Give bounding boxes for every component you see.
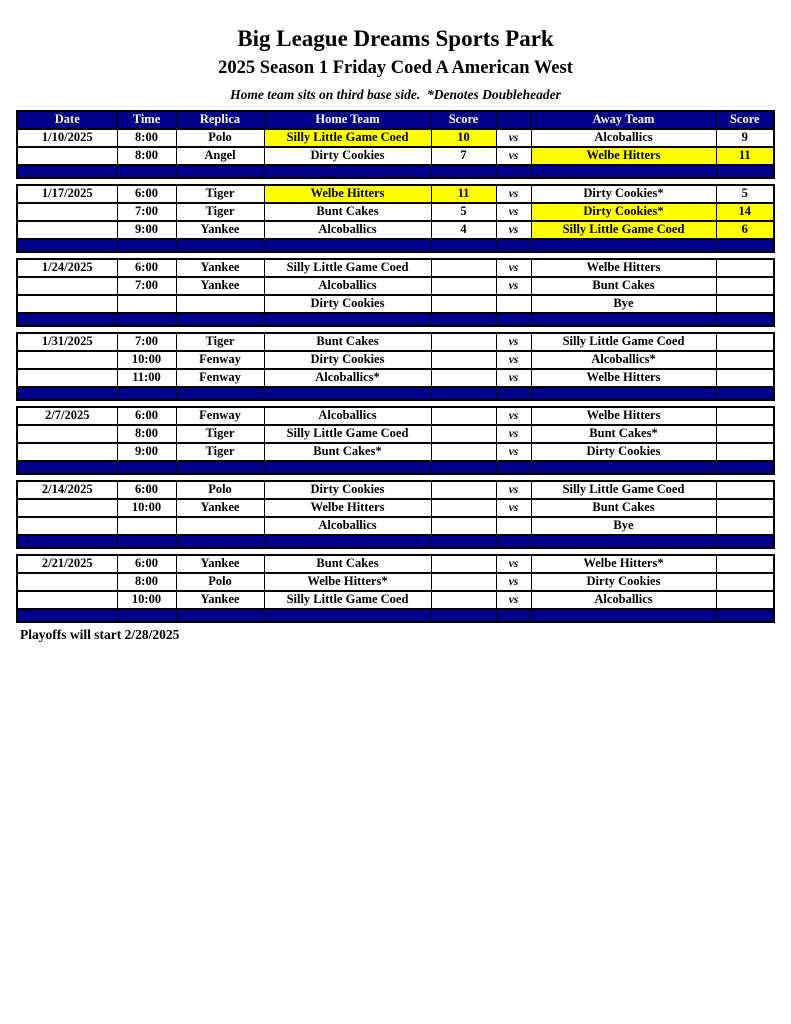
home-score-cell: [431, 517, 496, 535]
separator-cell: [716, 461, 774, 474]
date-cell: [17, 499, 117, 517]
away-score-cell: [716, 295, 774, 313]
schedule-group-table: [16, 258, 775, 327]
schedule-group-table: [16, 110, 775, 179]
away-score-cell: [716, 425, 774, 443]
separator-cell: [531, 535, 716, 548]
game-row: [17, 555, 774, 573]
away-score-cell: [716, 277, 774, 295]
home-score-cell: [431, 351, 496, 369]
home-score-cell: 7: [431, 147, 496, 165]
date-cell: 1/24/2025: [17, 259, 117, 277]
date-cell: 2/21/2025: [17, 555, 117, 573]
separator-row: [17, 313, 774, 326]
date-cell: [17, 351, 117, 369]
home-team-cell: Bunt Cakes: [264, 555, 431, 573]
home-team-cell: Alcoballics: [264, 517, 431, 535]
vs-cell: vs: [496, 277, 531, 295]
replica-cell: Fenway: [176, 351, 264, 369]
away-score-cell: [716, 591, 774, 609]
schedule-group-table: [16, 332, 775, 401]
game-row: [17, 333, 774, 351]
time-cell: 7:00: [117, 277, 176, 295]
separator-cell: [716, 165, 774, 178]
away-team-cell: Bye: [531, 295, 716, 313]
date-cell: [17, 443, 117, 461]
date-cell: [17, 221, 117, 239]
header-cell-home-score: Score: [431, 111, 496, 129]
vs-cell: vs: [496, 573, 531, 591]
separator-cell: [117, 609, 176, 622]
away-team-cell: Welbe Hitters: [531, 147, 716, 165]
replica-cell: Fenway: [176, 407, 264, 425]
replica-cell: Tiger: [176, 425, 264, 443]
separator-row: [17, 609, 774, 622]
away-score-cell: [716, 499, 774, 517]
separator-cell: [176, 461, 264, 474]
home-score-cell: [431, 591, 496, 609]
replica-cell: [176, 295, 264, 313]
replica-cell: Tiger: [176, 443, 264, 461]
separator-cell: [17, 609, 117, 622]
home-team-cell: Silly Little Game Coed: [264, 591, 431, 609]
away-team-cell: Welbe Hitters: [531, 369, 716, 387]
separator-cell: [17, 313, 117, 326]
header-cell-date: Date: [17, 111, 117, 129]
replica-cell: Angel: [176, 147, 264, 165]
game-row: [17, 425, 774, 443]
header-cell-away-team: Away Team: [531, 111, 716, 129]
separator-cell: [176, 165, 264, 178]
separator-cell: [176, 239, 264, 252]
separator-cell: [17, 535, 117, 548]
separator-cell: [176, 609, 264, 622]
replica-cell: Yankee: [176, 221, 264, 239]
game-row: [17, 517, 774, 535]
separator-cell: [264, 535, 431, 548]
separator-cell: [431, 313, 496, 326]
time-cell: 10:00: [117, 351, 176, 369]
away-team-cell: Bye: [531, 517, 716, 535]
replica-cell: Tiger: [176, 333, 264, 351]
time-cell: 7:00: [117, 333, 176, 351]
home-team-cell: Alcoballics: [264, 277, 431, 295]
time-cell: 6:00: [117, 407, 176, 425]
replica-cell: Tiger: [176, 185, 264, 203]
home-score-cell: [431, 573, 496, 591]
time-cell: 10:00: [117, 591, 176, 609]
home-team-cell: Dirty Cookies: [264, 147, 431, 165]
separator-cell: [496, 313, 531, 326]
separator-cell: [431, 535, 496, 548]
away-score-cell: [716, 333, 774, 351]
separator-cell: [531, 609, 716, 622]
game-row: [17, 499, 774, 517]
separator-cell: [117, 313, 176, 326]
replica-cell: Polo: [176, 573, 264, 591]
home-score-cell: [431, 333, 496, 351]
time-cell: [117, 517, 176, 535]
time-cell: 7:00: [117, 203, 176, 221]
separator-cell: [431, 609, 496, 622]
replica-cell: Yankee: [176, 591, 264, 609]
away-team-cell: Welbe Hitters: [531, 407, 716, 425]
separator-cell: [176, 313, 264, 326]
home-team-cell: Welbe Hitters*: [264, 573, 431, 591]
vs-cell: vs: [496, 221, 531, 239]
separator-cell: [431, 239, 496, 252]
vs-cell: vs: [496, 129, 531, 147]
home-team-cell: Silly Little Game Coed: [264, 259, 431, 277]
away-score-cell: [716, 407, 774, 425]
date-cell: 1/10/2025: [17, 129, 117, 147]
home-score-cell: 5: [431, 203, 496, 221]
home-score-cell: [431, 443, 496, 461]
separator-cell: [117, 165, 176, 178]
time-cell: 11:00: [117, 369, 176, 387]
separator-row: [17, 387, 774, 400]
separator-cell: [716, 535, 774, 548]
time-cell: 9:00: [117, 443, 176, 461]
vs-cell: vs: [496, 499, 531, 517]
replica-cell: Polo: [176, 481, 264, 499]
separator-row: [17, 165, 774, 178]
away-score-cell: [716, 573, 774, 591]
separator-cell: [264, 461, 431, 474]
header-row: [17, 111, 774, 129]
time-cell: 6:00: [117, 481, 176, 499]
replica-cell: Tiger: [176, 203, 264, 221]
home-team-cell: Alcoballics: [264, 221, 431, 239]
home-team-cell: Dirty Cookies: [264, 481, 431, 499]
away-team-cell: Dirty Cookies: [531, 573, 716, 591]
separator-cell: [117, 239, 176, 252]
away-score-cell: [716, 369, 774, 387]
away-team-cell: Silly Little Game Coed: [531, 481, 716, 499]
time-cell: 6:00: [117, 259, 176, 277]
separator-cell: [496, 535, 531, 548]
separator-cell: [531, 239, 716, 252]
time-cell: 8:00: [117, 129, 176, 147]
date-cell: [17, 573, 117, 591]
date-cell: [17, 517, 117, 535]
home-team-cell: Silly Little Game Coed: [264, 425, 431, 443]
home-score-cell: [431, 407, 496, 425]
time-cell: 10:00: [117, 499, 176, 517]
separator-cell: [264, 165, 431, 178]
separator-cell: [496, 239, 531, 252]
home-score-cell: [431, 277, 496, 295]
schedule-tables: [16, 110, 773, 623]
separator-cell: [17, 239, 117, 252]
away-team-cell: Dirty Cookies*: [531, 203, 716, 221]
time-cell: [117, 295, 176, 313]
vs-cell: vs: [496, 259, 531, 277]
separator-cell: [716, 239, 774, 252]
separator-cell: [531, 461, 716, 474]
home-score-cell: 10: [431, 129, 496, 147]
away-score-cell: 9: [716, 129, 774, 147]
replica-cell: Yankee: [176, 499, 264, 517]
separator-row: [17, 461, 774, 474]
away-team-cell: Bunt Cakes: [531, 277, 716, 295]
header-cell-vs: [496, 111, 531, 129]
away-team-cell: Bunt Cakes: [531, 499, 716, 517]
home-score-cell: [431, 499, 496, 517]
away-team-cell: Dirty Cookies*: [531, 185, 716, 203]
separator-cell: [117, 387, 176, 400]
vs-cell: [496, 517, 531, 535]
game-row: [17, 591, 774, 609]
game-row: [17, 573, 774, 591]
home-score-cell: [431, 295, 496, 313]
vs-cell: [496, 295, 531, 313]
separator-cell: [264, 609, 431, 622]
page-title: Big League Dreams Sports Park: [237, 26, 554, 51]
game-row: [17, 407, 774, 425]
game-row: [17, 185, 774, 203]
home-team-cell: Silly Little Game Coed: [264, 129, 431, 147]
vs-cell: vs: [496, 591, 531, 609]
home-team-cell: Welbe Hitters: [264, 185, 431, 203]
time-cell: 8:00: [117, 573, 176, 591]
header-cell-home-team: Home Team: [264, 111, 431, 129]
game-row: [17, 481, 774, 499]
separator-cell: [17, 165, 117, 178]
date-cell: 1/31/2025: [17, 333, 117, 351]
separator-cell: [117, 461, 176, 474]
home-score-cell: 4: [431, 221, 496, 239]
away-score-cell: [716, 443, 774, 461]
separator-cell: [496, 609, 531, 622]
away-score-cell: 14: [716, 203, 774, 221]
away-team-cell: Welbe Hitters: [531, 259, 716, 277]
away-score-cell: 11: [716, 147, 774, 165]
game-row: [17, 129, 774, 147]
away-team-cell: Bunt Cakes*: [531, 425, 716, 443]
vs-cell: vs: [496, 407, 531, 425]
separator-cell: [17, 461, 117, 474]
time-cell: 9:00: [117, 221, 176, 239]
game-row: [17, 369, 774, 387]
separator-cell: [176, 387, 264, 400]
separator-row: [17, 239, 774, 252]
game-row: [17, 259, 774, 277]
separator-cell: [264, 239, 431, 252]
game-row: [17, 295, 774, 313]
separator-cell: [431, 165, 496, 178]
separator-cell: [531, 165, 716, 178]
away-team-cell: Silly Little Game Coed: [531, 333, 716, 351]
date-cell: [17, 369, 117, 387]
schedule-group-table: [16, 480, 775, 549]
separator-cell: [17, 387, 117, 400]
away-score-cell: [716, 517, 774, 535]
separator-cell: [264, 313, 431, 326]
home-team-cell: Dirty Cookies: [264, 351, 431, 369]
away-score-cell: 5: [716, 185, 774, 203]
separator-cell: [496, 387, 531, 400]
home-score-cell: [431, 369, 496, 387]
vs-cell: vs: [496, 481, 531, 499]
away-team-cell: Alcoballics: [531, 129, 716, 147]
separator-cell: [431, 461, 496, 474]
date-cell: 2/14/2025: [17, 481, 117, 499]
schedule-group-table: [16, 184, 775, 253]
separator-cell: [531, 387, 716, 400]
date-cell: 2/7/2025: [17, 407, 117, 425]
home-score-cell: [431, 425, 496, 443]
replica-cell: Yankee: [176, 277, 264, 295]
home-team-cell: Dirty Cookies: [264, 295, 431, 313]
header-cell-away-score: Score: [716, 111, 774, 129]
separator-row: [17, 535, 774, 548]
page-subtitle: 2025 Season 1 Friday Coed A American West: [218, 58, 573, 79]
away-team-cell: Alcoballics*: [531, 351, 716, 369]
home-score-cell: [431, 555, 496, 573]
vs-cell: vs: [496, 203, 531, 221]
separator-cell: [264, 387, 431, 400]
separator-cell: [176, 535, 264, 548]
game-row: [17, 351, 774, 369]
date-cell: 1/17/2025: [17, 185, 117, 203]
schedule-group-table: [16, 554, 775, 623]
time-cell: 8:00: [117, 147, 176, 165]
separator-cell: [716, 387, 774, 400]
away-score-cell: 6: [716, 221, 774, 239]
date-cell: [17, 203, 117, 221]
vs-cell: vs: [496, 351, 531, 369]
home-team-cell: Bunt Cakes*: [264, 443, 431, 461]
separator-cell: [716, 313, 774, 326]
replica-cell: Polo: [176, 129, 264, 147]
separator-cell: [496, 165, 531, 178]
home-score-cell: [431, 481, 496, 499]
replica-cell: [176, 517, 264, 535]
game-row: [17, 277, 774, 295]
home-team-note: Home team sits on third base side. *Denotes Doubleheader: [230, 86, 561, 102]
date-cell: [17, 147, 117, 165]
schedule-group-table: [16, 406, 775, 475]
away-score-cell: [716, 351, 774, 369]
date-cell: [17, 425, 117, 443]
away-score-cell: [716, 555, 774, 573]
away-score-cell: [716, 481, 774, 499]
vs-cell: vs: [496, 185, 531, 203]
separator-cell: [431, 387, 496, 400]
time-cell: 6:00: [117, 555, 176, 573]
date-cell: [17, 591, 117, 609]
separator-cell: [117, 535, 176, 548]
away-team-cell: Silly Little Game Coed: [531, 221, 716, 239]
separator-cell: [531, 313, 716, 326]
game-row: [17, 221, 774, 239]
home-score-cell: 11: [431, 185, 496, 203]
header-cell-replica: Replica: [176, 111, 264, 129]
vs-cell: vs: [496, 443, 531, 461]
home-team-cell: Bunt Cakes: [264, 333, 431, 351]
home-team-cell: Alcoballics*: [264, 369, 431, 387]
date-cell: [17, 295, 117, 313]
replica-cell: Fenway: [176, 369, 264, 387]
vs-cell: vs: [496, 333, 531, 351]
date-cell: [17, 277, 117, 295]
vs-cell: vs: [496, 555, 531, 573]
replica-cell: Yankee: [176, 259, 264, 277]
header-cell-time: Time: [117, 111, 176, 129]
game-row: [17, 147, 774, 165]
home-team-cell: Welbe Hitters: [264, 499, 431, 517]
game-row: [17, 443, 774, 461]
home-team-cell: Alcoballics: [264, 407, 431, 425]
game-row: [17, 203, 774, 221]
away-team-cell: Dirty Cookies: [531, 443, 716, 461]
separator-cell: [716, 609, 774, 622]
replica-cell: Yankee: [176, 555, 264, 573]
home-team-cell: Bunt Cakes: [264, 203, 431, 221]
playoffs-note: Playoffs will start 2/28/2025: [20, 626, 180, 642]
away-team-cell: Welbe Hitters*: [531, 555, 716, 573]
vs-cell: vs: [496, 147, 531, 165]
vs-cell: vs: [496, 369, 531, 387]
home-score-cell: [431, 259, 496, 277]
time-cell: 6:00: [117, 185, 176, 203]
separator-cell: [496, 461, 531, 474]
vs-cell: vs: [496, 425, 531, 443]
away-team-cell: Alcoballics: [531, 591, 716, 609]
away-score-cell: [716, 259, 774, 277]
time-cell: 8:00: [117, 425, 176, 443]
